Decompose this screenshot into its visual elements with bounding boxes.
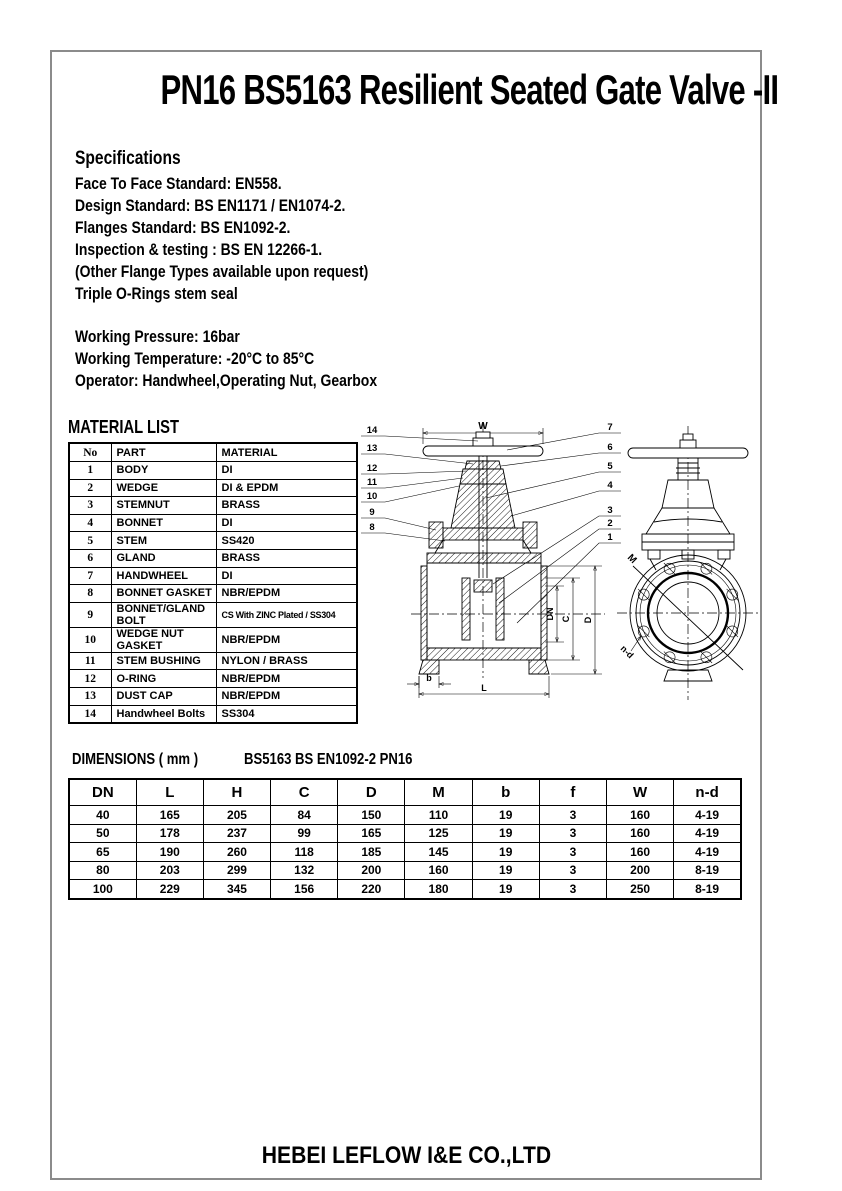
dimensions-heading: [72, 751, 450, 769]
table-cell: 4-19: [674, 843, 741, 862]
dim-label-l: L: [481, 683, 487, 693]
table-row: [69, 880, 741, 899]
table-cell: 5: [69, 532, 111, 550]
table-cell: f: [539, 779, 606, 806]
table-cell: BONNET/GLAND BOLT: [111, 602, 216, 627]
spec-line: Flanges Standard: BS EN1092-2.: [75, 218, 291, 237]
table-cell: 80: [69, 861, 136, 880]
sheet-border: [50, 50, 779, 1180]
table-cell: BONNET: [111, 514, 216, 532]
table-cell: 165: [136, 806, 203, 825]
table-cell: 229: [136, 880, 203, 899]
table-cell: D: [338, 779, 405, 806]
table-cell: STEMNUT: [111, 497, 216, 515]
material-table-body: [69, 462, 357, 724]
table-row: [69, 549, 357, 567]
table-cell: WEDGE NUT GASKET: [111, 627, 216, 652]
table-cell: 8-19: [674, 861, 741, 880]
table-cell: 220: [338, 880, 405, 899]
callout-10: 10: [366, 491, 378, 502]
table-cell: 12: [69, 670, 111, 688]
spec-line: Triple O-Rings stem seal: [75, 284, 238, 303]
table-cell: 2: [69, 479, 111, 497]
table-row: [69, 806, 741, 825]
material-table-header: [69, 443, 357, 462]
table-cell: 19: [472, 843, 539, 862]
page-title-wrap: [52, 66, 779, 114]
table-cell: MATERIAL: [216, 443, 357, 462]
table-cell: DN: [69, 779, 136, 806]
dim-label-dn: DN: [545, 607, 555, 621]
table-cell: SS420: [216, 532, 357, 550]
table-cell: 118: [271, 843, 338, 862]
table-cell: 260: [203, 843, 270, 862]
table-cell: DI: [216, 462, 357, 480]
dim-label-c: C: [561, 615, 571, 623]
table-cell: 125: [405, 824, 472, 843]
table-cell: 3: [539, 824, 606, 843]
table-cell: WEDGE: [111, 479, 216, 497]
table-row: [69, 861, 741, 880]
table-cell: Handwheel Bolts: [111, 705, 216, 723]
table-row: [69, 824, 741, 843]
specifications-list: [75, 173, 433, 305]
spec-line: Design Standard: BS EN1171 / EN1074-2.: [75, 196, 346, 215]
table-cell: 299: [203, 861, 270, 880]
table-row: [69, 779, 741, 806]
table-cell: 8-19: [674, 880, 741, 899]
table-cell: STEM BUSHING: [111, 652, 216, 670]
table-cell: 160: [607, 843, 674, 862]
table-row: [69, 567, 357, 585]
table-cell: NBR/EPDM: [216, 627, 357, 652]
table-cell: 3: [69, 497, 111, 515]
table-cell: DUST CAP: [111, 687, 216, 705]
dim-label-d: D: [583, 616, 593, 624]
table-cell: 99: [271, 824, 338, 843]
table-cell: b: [472, 779, 539, 806]
table-cell: 13: [69, 687, 111, 705]
table-cell: n-d: [674, 779, 741, 806]
table-cell: 165: [338, 824, 405, 843]
table-cell: PART: [111, 443, 216, 462]
table-cell: 345: [203, 880, 270, 899]
table-cell: BRASS: [216, 549, 357, 567]
table-cell: NBR/EPDM: [216, 585, 357, 603]
dimensions-heading-label: DIMENSIONS ( mm ): [72, 751, 199, 768]
table-row: [69, 687, 357, 705]
table-cell: 185: [338, 843, 405, 862]
table-cell: 4-19: [674, 824, 741, 843]
table-cell: NYLON / BRASS: [216, 652, 357, 670]
table-cell: 19: [472, 861, 539, 880]
table-cell: 132: [271, 861, 338, 880]
table-cell: 84: [271, 806, 338, 825]
table-cell: 190: [136, 843, 203, 862]
table-cell: H: [203, 779, 270, 806]
dim-label-w: W: [478, 421, 488, 432]
table-row: [69, 627, 357, 652]
table-cell: 11: [69, 652, 111, 670]
table-cell: 160: [607, 824, 674, 843]
table-cell: 156: [271, 880, 338, 899]
table-cell: 203: [136, 861, 203, 880]
callout-5: 5: [607, 461, 613, 472]
callout-13: 13: [366, 443, 378, 454]
table-cell: 160: [607, 806, 674, 825]
table-cell: 180: [405, 880, 472, 899]
table-cell: 50: [69, 824, 136, 843]
callout-8: 8: [369, 522, 375, 533]
table-row: [69, 497, 357, 515]
table-cell: 3: [539, 861, 606, 880]
table-cell: HANDWHEEL: [111, 567, 216, 585]
table-cell: NBR/EPDM: [216, 687, 357, 705]
table-cell: O-RING: [111, 670, 216, 688]
dim-label-b: b: [426, 673, 432, 683]
table-cell: SS304: [216, 705, 357, 723]
table-cell: 200: [338, 861, 405, 880]
material-list-table: [68, 442, 358, 724]
table-cell: 250: [607, 880, 674, 899]
table-row: [69, 652, 357, 670]
table-cell: 65: [69, 843, 136, 862]
table-cell: 160: [405, 861, 472, 880]
table-cell: GLAND: [111, 549, 216, 567]
table-cell: 19: [472, 880, 539, 899]
callout-4: 4: [607, 480, 613, 491]
table-cell: 14: [69, 705, 111, 723]
table-cell: BONNET GASKET: [111, 585, 216, 603]
table-cell: 10: [69, 627, 111, 652]
callout-3: 3: [607, 505, 613, 516]
table-cell: DI & EPDM: [216, 479, 357, 497]
section-view: [361, 421, 621, 698]
company-name: HEBEI LEFLOW I&E CO.,LTD: [261, 1142, 551, 1169]
table-row: [69, 843, 741, 862]
table-cell: 205: [203, 806, 270, 825]
dim-label-nd: n-d: [618, 643, 636, 661]
table-cell: BRASS: [216, 497, 357, 515]
table-cell: C: [271, 779, 338, 806]
dimensions-table: [68, 778, 742, 900]
table-cell: 8: [69, 585, 111, 603]
callout-2: 2: [607, 518, 613, 529]
table-cell: 19: [472, 806, 539, 825]
table-row: [69, 532, 357, 550]
table-cell: 150: [338, 806, 405, 825]
valve-technical-drawing: [345, 408, 775, 713]
table-row: [69, 443, 357, 462]
table-row: [69, 479, 357, 497]
table-cell: BODY: [111, 462, 216, 480]
table-cell: CS With ZINC Plated / SS304: [216, 602, 357, 627]
table-cell: 178: [136, 824, 203, 843]
table-row: [69, 585, 357, 603]
table-cell: 7: [69, 567, 111, 585]
table-row: [69, 462, 357, 480]
table-cell: 200: [607, 861, 674, 880]
material-list-heading: MATERIAL LIST: [68, 417, 179, 437]
table-cell: 110: [405, 806, 472, 825]
dimensions-table-header: [69, 779, 741, 806]
table-cell: 9: [69, 602, 111, 627]
table-cell: 3: [539, 843, 606, 862]
spec-line: Operator: Handwheel,Operating Nut, Gearbox: [75, 371, 378, 390]
company-footer: [52, 1142, 760, 1170]
table-cell: DI: [216, 514, 357, 532]
table-cell: NBR/EPDM: [216, 670, 357, 688]
table-cell: 237: [203, 824, 270, 843]
callout-11: 11: [366, 477, 378, 488]
spec-line: Working Temperature: -20°C to 85°C: [75, 349, 315, 368]
table-cell: M: [405, 779, 472, 806]
table-cell: 3: [539, 880, 606, 899]
table-row: [69, 514, 357, 532]
spec-line: Working Pressure: 16bar: [75, 327, 240, 346]
front-view: [617, 426, 759, 700]
table-cell: DI: [216, 567, 357, 585]
callout-12: 12: [366, 463, 378, 474]
table-row: [69, 670, 357, 688]
table-cell: 19: [472, 824, 539, 843]
table-row: [69, 705, 357, 723]
table-cell: 3: [539, 806, 606, 825]
table-cell: 1: [69, 462, 111, 480]
table-cell: 6: [69, 549, 111, 567]
dim-label-m: M: [624, 552, 639, 567]
operating-conditions: [75, 326, 443, 392]
table-cell: 40: [69, 806, 136, 825]
callout-9: 9: [369, 507, 375, 518]
table-cell: L: [136, 779, 203, 806]
spec-line: Inspection & testing : BS EN 12266-1.: [75, 240, 323, 259]
table-cell: No: [69, 443, 111, 462]
dimensions-table-body: [69, 806, 741, 899]
callout-6: 6: [607, 442, 613, 453]
specifications-heading: Specifications: [75, 148, 181, 169]
table-cell: 145: [405, 843, 472, 862]
callout-14: 14: [366, 425, 378, 436]
callout-1: 1: [607, 532, 613, 543]
callout-7: 7: [607, 422, 613, 433]
spec-line: (Other Flange Types available upon request): [75, 262, 369, 281]
page-title: PN16 BS5163 Resilient Seated Gate Valve -II: [160, 66, 779, 113]
table-cell: STEM: [111, 532, 216, 550]
table-cell: 100: [69, 880, 136, 899]
spec-line: Face To Face Standard: EN558.: [75, 174, 282, 193]
dimensions-standard: BS5163 BS EN1092-2 PN16: [244, 751, 413, 768]
table-cell: 4: [69, 514, 111, 532]
table-cell: 4-19: [674, 806, 741, 825]
table-row: [69, 602, 357, 627]
table-cell: W: [607, 779, 674, 806]
